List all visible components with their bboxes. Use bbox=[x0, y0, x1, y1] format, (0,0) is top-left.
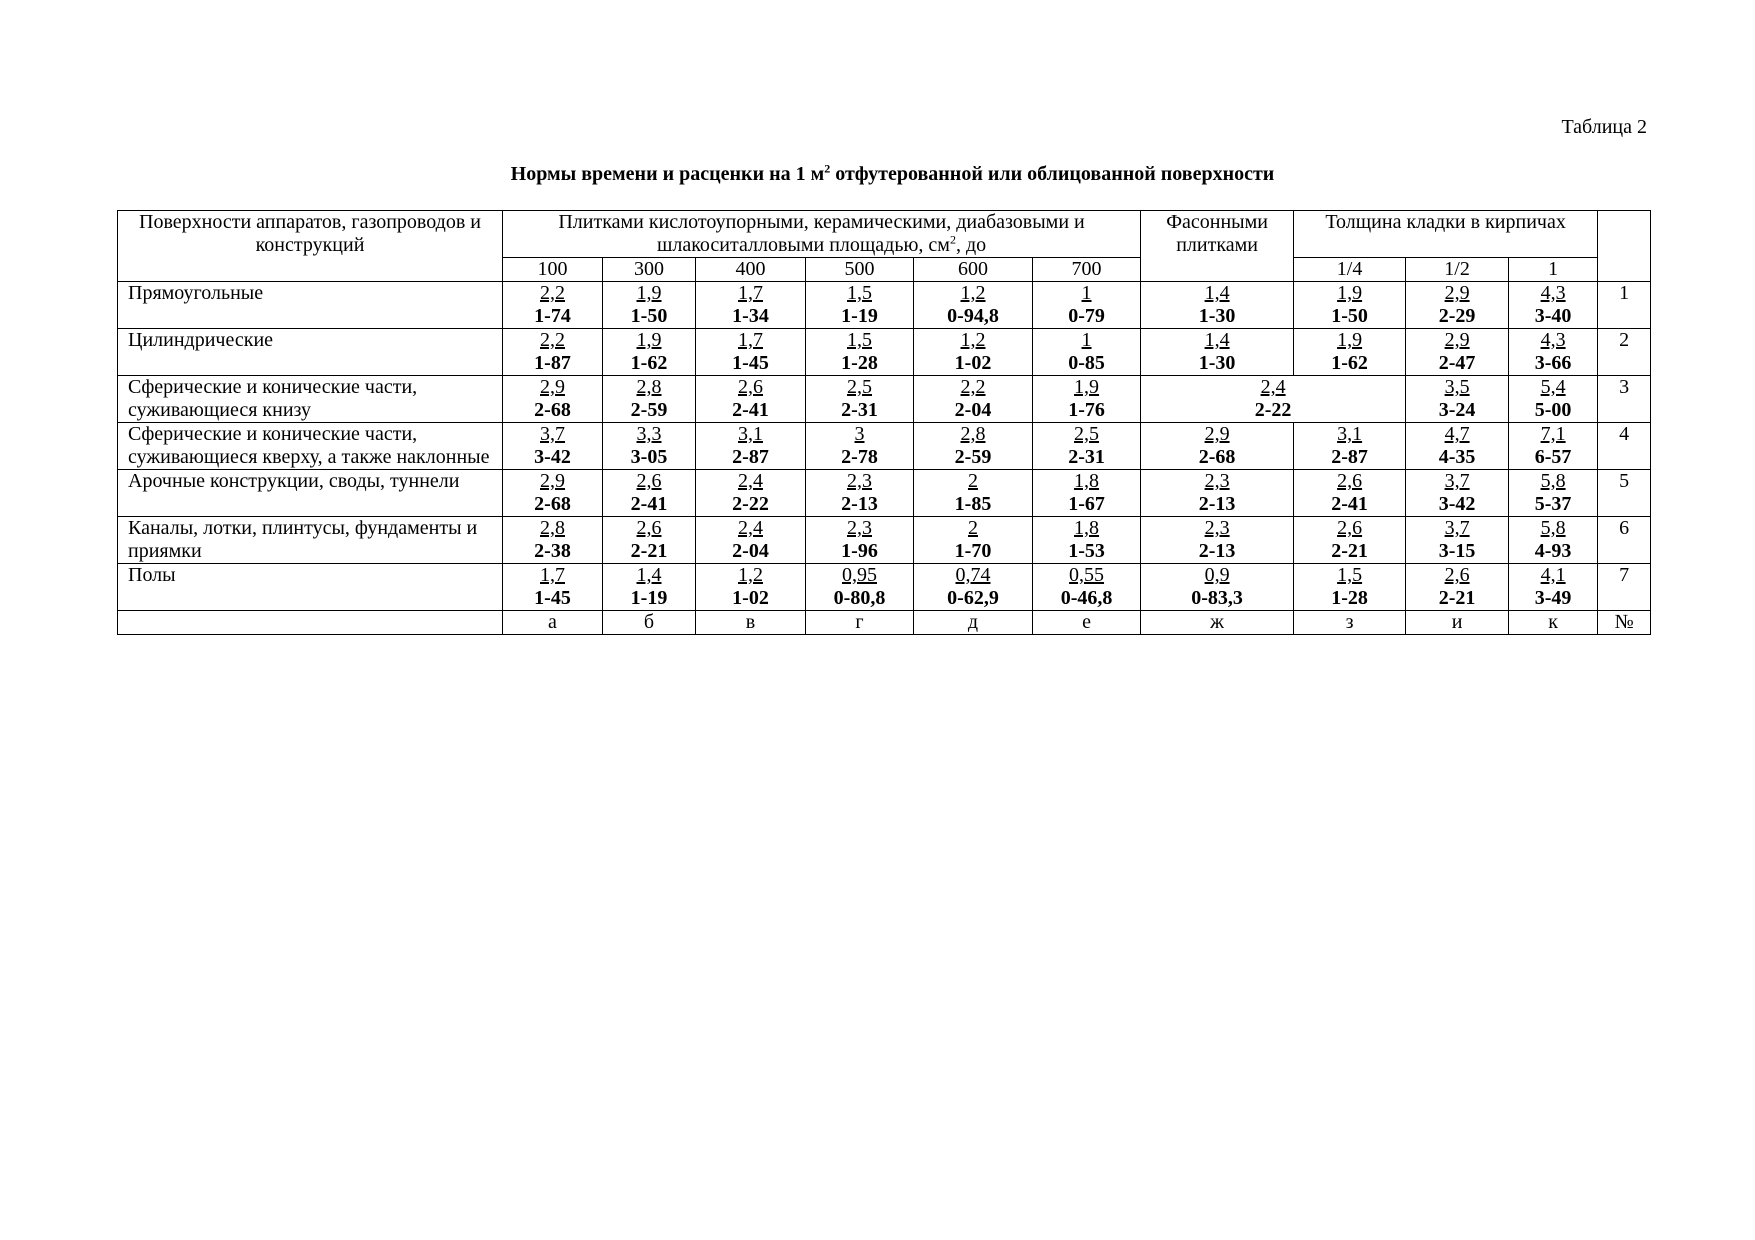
price-rate: 2-22 bbox=[1254, 399, 1292, 421]
norm-cell bbox=[696, 470, 806, 517]
price-rate: 3-49 bbox=[1534, 587, 1572, 609]
norm-cell bbox=[1509, 470, 1598, 517]
time-norm: 0,9 bbox=[1204, 564, 1230, 586]
norm-cell bbox=[603, 470, 696, 517]
header-brick: 1/2 bbox=[1406, 258, 1509, 282]
norm-cell bbox=[806, 329, 914, 376]
norm-cell bbox=[1406, 564, 1509, 611]
norm-cell bbox=[503, 282, 603, 329]
price-rate: 1-62 bbox=[630, 352, 668, 374]
price-rate: 2-41 bbox=[630, 493, 668, 515]
title-superscript: 2 bbox=[824, 161, 831, 176]
norm-cell bbox=[503, 423, 603, 470]
norm-cell bbox=[1033, 517, 1141, 564]
norm-cell bbox=[1033, 329, 1141, 376]
header-tiles-area-sup: 2 bbox=[949, 232, 956, 247]
price-rate: 1-70 bbox=[954, 540, 992, 562]
norm-cell bbox=[1033, 423, 1141, 470]
norm-cell bbox=[696, 564, 806, 611]
column-letter: а bbox=[503, 611, 603, 635]
time-norm: 2,6 bbox=[738, 376, 763, 398]
price-rate: 1-74 bbox=[534, 305, 571, 327]
row-number: 7 bbox=[1598, 564, 1651, 611]
norm-cell bbox=[1033, 376, 1141, 423]
price-rate: 2-21 bbox=[630, 540, 668, 562]
price-rate: 1-45 bbox=[732, 352, 769, 374]
header-tiles-area-text: Плитками кислотоупорными, керамическими, диабазовыми и шлакоситалловыми площадью, см bbox=[558, 211, 1085, 256]
header-area: 100 bbox=[503, 258, 603, 282]
price-rate: 1-96 bbox=[841, 540, 878, 562]
time-norm: 2,6 bbox=[1444, 564, 1470, 586]
norm-cell bbox=[603, 564, 696, 611]
time-norm: 2,6 bbox=[1337, 470, 1363, 492]
price-rate: 1-50 bbox=[1331, 305, 1368, 327]
norm-cell bbox=[603, 423, 696, 470]
time-norm: 2,4 bbox=[738, 517, 763, 539]
time-norm: 1,5 bbox=[1337, 564, 1363, 586]
time-norm: 0,74 bbox=[955, 564, 991, 586]
price-rate: 3-15 bbox=[1438, 540, 1476, 562]
price-rate: 3-24 bbox=[1438, 399, 1476, 421]
norm-cell bbox=[1509, 376, 1598, 423]
row-number: 3 bbox=[1598, 376, 1651, 423]
norm-cell bbox=[603, 517, 696, 564]
norm-cell bbox=[603, 329, 696, 376]
price-rate: 2-13 bbox=[1198, 540, 1236, 562]
price-rate: 2-41 bbox=[1331, 493, 1368, 515]
row-number: 1 bbox=[1598, 282, 1651, 329]
price-rate: 3-42 bbox=[1438, 493, 1476, 515]
price-rate: 5-37 bbox=[1534, 493, 1572, 515]
header-number-blank bbox=[1598, 211, 1651, 282]
footer-row bbox=[118, 611, 1651, 635]
price-rate: 1-30 bbox=[1198, 305, 1236, 327]
price-rate: 2-04 bbox=[954, 399, 992, 421]
time-norm: 7,1 bbox=[1540, 423, 1566, 445]
time-norm: 1 bbox=[1081, 282, 1092, 304]
norm-cell bbox=[1406, 329, 1509, 376]
time-norm: 1,2 bbox=[960, 282, 986, 304]
price-rate: 0-85 bbox=[1068, 352, 1105, 374]
column-letter: ж bbox=[1141, 611, 1294, 635]
norm-cell bbox=[806, 517, 914, 564]
time-norm: 1,9 bbox=[636, 282, 662, 304]
time-norm: 3,3 bbox=[636, 423, 662, 445]
time-norm: 1,9 bbox=[1337, 329, 1363, 351]
header-area: 400 bbox=[696, 258, 806, 282]
table-row bbox=[118, 423, 1651, 470]
price-rate: 1-28 bbox=[1331, 587, 1368, 609]
row-number: 5 bbox=[1598, 470, 1651, 517]
time-norm: 3,7 bbox=[1444, 517, 1470, 539]
header-row bbox=[118, 211, 1651, 258]
price-rate: 0-46,8 bbox=[1060, 587, 1113, 609]
header-area: 600 bbox=[914, 258, 1033, 282]
time-norm: 4,3 bbox=[1540, 329, 1566, 351]
time-norm: 2,6 bbox=[636, 470, 662, 492]
price-rate: 3-66 bbox=[1534, 352, 1572, 374]
header-shaped-tiles: Фасонными плитками bbox=[1141, 211, 1294, 282]
header-surfaces: Поверхности аппаратов, газопроводов и конструкций bbox=[118, 211, 503, 282]
header-brick-thickness: Толщина кладки в кирпичах bbox=[1294, 211, 1598, 258]
time-norm: 1,4 bbox=[636, 564, 662, 586]
norm-cell bbox=[1406, 423, 1509, 470]
price-rate: 2-59 bbox=[630, 399, 668, 421]
time-norm: 0,95 bbox=[842, 564, 877, 586]
time-norm: 3,1 bbox=[1337, 423, 1363, 445]
price-rate: 2-04 bbox=[732, 540, 769, 562]
norm-cell bbox=[1406, 376, 1509, 423]
row-surface-name: Каналы, лотки, плинтусы, фундаменты и приямки bbox=[118, 517, 503, 564]
time-norm: 2,6 bbox=[636, 517, 662, 539]
column-letter: к bbox=[1509, 611, 1598, 635]
price-rate: 2-13 bbox=[841, 493, 878, 515]
title-text: Нормы времени и расценки на 1 м bbox=[510, 163, 825, 185]
time-norm: 3 bbox=[854, 423, 865, 445]
header-brick: 1 bbox=[1509, 258, 1598, 282]
price-rate: 1-45 bbox=[534, 587, 571, 609]
norm-cell bbox=[806, 376, 914, 423]
norm-cell bbox=[696, 517, 806, 564]
price-rate: 2-21 bbox=[1438, 587, 1476, 609]
time-norm: 2,5 bbox=[847, 376, 872, 398]
norm-cell bbox=[914, 376, 1033, 423]
norm-cell bbox=[806, 470, 914, 517]
time-norm: 5,4 bbox=[1540, 376, 1566, 398]
price-rate: 1-02 bbox=[954, 352, 992, 374]
norm-cell bbox=[1033, 282, 1141, 329]
norm-cell bbox=[1294, 329, 1406, 376]
time-norm: 1,8 bbox=[1074, 470, 1100, 492]
time-norm: 2,3 bbox=[847, 470, 872, 492]
price-rate: 2-68 bbox=[534, 493, 571, 515]
time-norm: 2,5 bbox=[1074, 423, 1100, 445]
norm-cell bbox=[1509, 282, 1598, 329]
price-rate: 2-38 bbox=[534, 540, 571, 562]
price-rate: 5-00 bbox=[1534, 399, 1572, 421]
price-rate: 1-67 bbox=[1068, 493, 1105, 515]
row-number: 4 bbox=[1598, 423, 1651, 470]
norm-cell bbox=[1509, 517, 1598, 564]
price-rate: 2-68 bbox=[1198, 446, 1236, 468]
price-rate: 2-47 bbox=[1438, 352, 1476, 374]
norm-cell bbox=[1141, 329, 1294, 376]
time-norm: 1,9 bbox=[636, 329, 662, 351]
price-rate: 0-79 bbox=[1068, 305, 1105, 327]
price-rate: 6-57 bbox=[1534, 446, 1572, 468]
norm-cell bbox=[696, 329, 806, 376]
norm-cell bbox=[1294, 517, 1406, 564]
price-rate: 0-83,3 bbox=[1191, 587, 1243, 609]
price-rate: 1-62 bbox=[1331, 352, 1368, 374]
norm-cell bbox=[503, 470, 603, 517]
time-norm: 1,8 bbox=[1074, 517, 1100, 539]
norm-cell bbox=[1141, 470, 1294, 517]
price-rate: 0-62,9 bbox=[947, 587, 999, 609]
row-surface-name: Полы bbox=[118, 564, 503, 611]
price-rate: 2-31 bbox=[841, 399, 878, 421]
norm-cell bbox=[1406, 517, 1509, 564]
norm-cell bbox=[1141, 564, 1294, 611]
price-rate: 1-30 bbox=[1198, 352, 1236, 374]
table-row bbox=[118, 282, 1651, 329]
time-norm: 2,9 bbox=[540, 470, 565, 492]
time-norm: 2,9 bbox=[1204, 423, 1230, 445]
norm-cell bbox=[1509, 423, 1598, 470]
norm-cell bbox=[914, 564, 1033, 611]
price-rate: 0-80,8 bbox=[833, 587, 886, 609]
column-letter: и bbox=[1406, 611, 1509, 635]
price-rate: 1-28 bbox=[841, 352, 878, 374]
row-surface-name: Арочные конструкции, своды, туннели bbox=[118, 470, 503, 517]
time-norm: 2,2 bbox=[540, 282, 565, 304]
table-row bbox=[118, 517, 1651, 564]
norm-cell bbox=[806, 282, 914, 329]
time-norm: 1,7 bbox=[738, 282, 763, 304]
table-row bbox=[118, 470, 1651, 517]
norm-cell bbox=[1294, 470, 1406, 517]
norm-cell bbox=[503, 564, 603, 611]
footer-blank bbox=[118, 611, 503, 635]
price-rate: 1-87 bbox=[534, 352, 571, 374]
price-rate: 1-76 bbox=[1068, 399, 1105, 421]
price-rate: 4-35 bbox=[1438, 446, 1476, 468]
norm-cell bbox=[1406, 470, 1509, 517]
time-norm: 4,3 bbox=[1540, 282, 1566, 304]
price-rate: 2-87 bbox=[732, 446, 769, 468]
time-norm: 2,2 bbox=[960, 376, 986, 398]
time-norm: 1 bbox=[1081, 329, 1092, 351]
row-surface-name: Прямоугольные bbox=[118, 282, 503, 329]
norm-cell bbox=[603, 282, 696, 329]
norm-cell bbox=[603, 376, 696, 423]
time-norm: 2,2 bbox=[540, 329, 565, 351]
time-norm: 1,2 bbox=[960, 329, 986, 351]
time-norm: 3,7 bbox=[1444, 470, 1470, 492]
price-rate: 1-85 bbox=[954, 493, 992, 515]
norm-cell bbox=[914, 423, 1033, 470]
row-surface-name: Цилиндрические bbox=[118, 329, 503, 376]
table-row bbox=[118, 329, 1651, 376]
header-tiles-area-end: , до bbox=[955, 234, 987, 256]
time-norm: 2,6 bbox=[1337, 517, 1363, 539]
norm-cell bbox=[1294, 564, 1406, 611]
norm-cell bbox=[914, 517, 1033, 564]
norm-cell bbox=[503, 329, 603, 376]
price-rate: 2-31 bbox=[1068, 446, 1105, 468]
time-norm: 2,9 bbox=[1444, 282, 1470, 304]
time-norm: 1,7 bbox=[540, 564, 565, 586]
norm-cell bbox=[806, 564, 914, 611]
time-norm: 3,5 bbox=[1444, 376, 1470, 398]
time-norm: 0,55 bbox=[1069, 564, 1105, 586]
norm-cell bbox=[1033, 564, 1141, 611]
price-rate: 2-22 bbox=[732, 493, 769, 515]
norm-cell bbox=[696, 376, 806, 423]
norm-cell bbox=[1509, 329, 1598, 376]
row-surface-name: Сферические и конические части, суживающиеся книзу bbox=[118, 376, 503, 423]
price-rate: 2-59 bbox=[954, 446, 992, 468]
norm-cell bbox=[1141, 517, 1294, 564]
table-row bbox=[118, 376, 1651, 423]
norm-cell bbox=[806, 423, 914, 470]
time-norm: 2,9 bbox=[540, 376, 565, 398]
time-norm: 1,2 bbox=[738, 564, 763, 586]
table-row bbox=[118, 564, 1651, 611]
time-norm: 2,3 bbox=[1204, 517, 1230, 539]
row-surface-name: Сферические и конические части, суживающиеся кверху, а также наклонные bbox=[118, 423, 503, 470]
price-rate: 2-87 bbox=[1331, 446, 1368, 468]
price-rate: 1-02 bbox=[732, 587, 769, 609]
header-area: 500 bbox=[806, 258, 914, 282]
time-norm: 1,9 bbox=[1074, 376, 1100, 398]
column-letter: е bbox=[1033, 611, 1141, 635]
time-norm: 2,3 bbox=[847, 517, 872, 539]
price-rate: 1-19 bbox=[841, 305, 878, 327]
column-letter: б bbox=[603, 611, 696, 635]
time-norm: 1,4 bbox=[1204, 329, 1230, 351]
price-rate: 3-40 bbox=[1534, 305, 1572, 327]
price-rate: 2-78 bbox=[841, 446, 878, 468]
norm-cell bbox=[1141, 423, 1294, 470]
norm-cell bbox=[1294, 282, 1406, 329]
price-rate: 3-42 bbox=[534, 446, 571, 468]
time-norm: 2,4 bbox=[1260, 376, 1286, 398]
norm-cell bbox=[1141, 282, 1294, 329]
price-rate: 3-05 bbox=[630, 446, 668, 468]
time-norm: 5,8 bbox=[1540, 470, 1566, 492]
column-letter: г bbox=[806, 611, 914, 635]
norm-cell bbox=[1406, 282, 1509, 329]
time-norm: 2,3 bbox=[1204, 470, 1230, 492]
norm-cell bbox=[1141, 376, 1406, 423]
time-norm: 2,4 bbox=[738, 470, 763, 492]
price-rate: 2-21 bbox=[1331, 540, 1368, 562]
price-rate: 0-94,8 bbox=[947, 305, 999, 327]
table-label: Таблица 2 bbox=[1561, 116, 1647, 138]
row-number: 2 bbox=[1598, 329, 1651, 376]
norm-cell bbox=[696, 423, 806, 470]
price-rate: 1-53 bbox=[1068, 540, 1105, 562]
time-norm: 1,9 bbox=[1337, 282, 1363, 304]
norm-cell bbox=[696, 282, 806, 329]
time-norm: 3,1 bbox=[738, 423, 763, 445]
row-number: 6 bbox=[1598, 517, 1651, 564]
price-rate: 2-68 bbox=[534, 399, 571, 421]
price-rate: 1-50 bbox=[630, 305, 668, 327]
norm-cell bbox=[914, 329, 1033, 376]
norm-cell bbox=[503, 376, 603, 423]
time-norm: 1,4 bbox=[1204, 282, 1230, 304]
price-rate: 4-93 bbox=[1534, 540, 1572, 562]
time-norm: 1,5 bbox=[847, 282, 872, 304]
price-rate: 2-29 bbox=[1438, 305, 1476, 327]
time-norm: 2,8 bbox=[960, 423, 986, 445]
time-norm: 4,7 bbox=[1444, 423, 1470, 445]
norm-cell bbox=[914, 282, 1033, 329]
header-area: 700 bbox=[1033, 258, 1141, 282]
time-norm: 2 bbox=[968, 470, 978, 492]
time-norm: 5,8 bbox=[1540, 517, 1566, 539]
doc-title bbox=[0, 163, 1755, 186]
header-tiles-area bbox=[503, 211, 1141, 258]
time-norm: 4,1 bbox=[1540, 564, 1566, 586]
time-norm: 1,7 bbox=[738, 329, 763, 351]
time-norm: 2,8 bbox=[540, 517, 565, 539]
norm-cell bbox=[914, 470, 1033, 517]
header-brick: 1/4 bbox=[1294, 258, 1406, 282]
time-norm: 2,8 bbox=[636, 376, 662, 398]
header-area: 300 bbox=[603, 258, 696, 282]
norm-cell bbox=[1294, 423, 1406, 470]
time-norm: 1,5 bbox=[847, 329, 872, 351]
price-rate: 2-13 bbox=[1198, 493, 1236, 515]
column-letter: в bbox=[696, 611, 806, 635]
column-letter: д bbox=[914, 611, 1033, 635]
norm-cell bbox=[503, 517, 603, 564]
price-rate: 1-19 bbox=[630, 587, 668, 609]
time-norm: 2,9 bbox=[1444, 329, 1470, 351]
number-label: № bbox=[1598, 611, 1651, 635]
norm-cell bbox=[1033, 470, 1141, 517]
time-norm: 3,7 bbox=[540, 423, 565, 445]
norms-table bbox=[117, 210, 1651, 635]
norm-cell bbox=[1509, 564, 1598, 611]
title-text-end: отфутерованной или облицованной поверхности bbox=[830, 163, 1275, 185]
time-norm: 2 bbox=[968, 517, 978, 539]
price-rate: 1-34 bbox=[732, 305, 769, 327]
column-letter: з bbox=[1294, 611, 1406, 635]
price-rate: 2-41 bbox=[732, 399, 769, 421]
